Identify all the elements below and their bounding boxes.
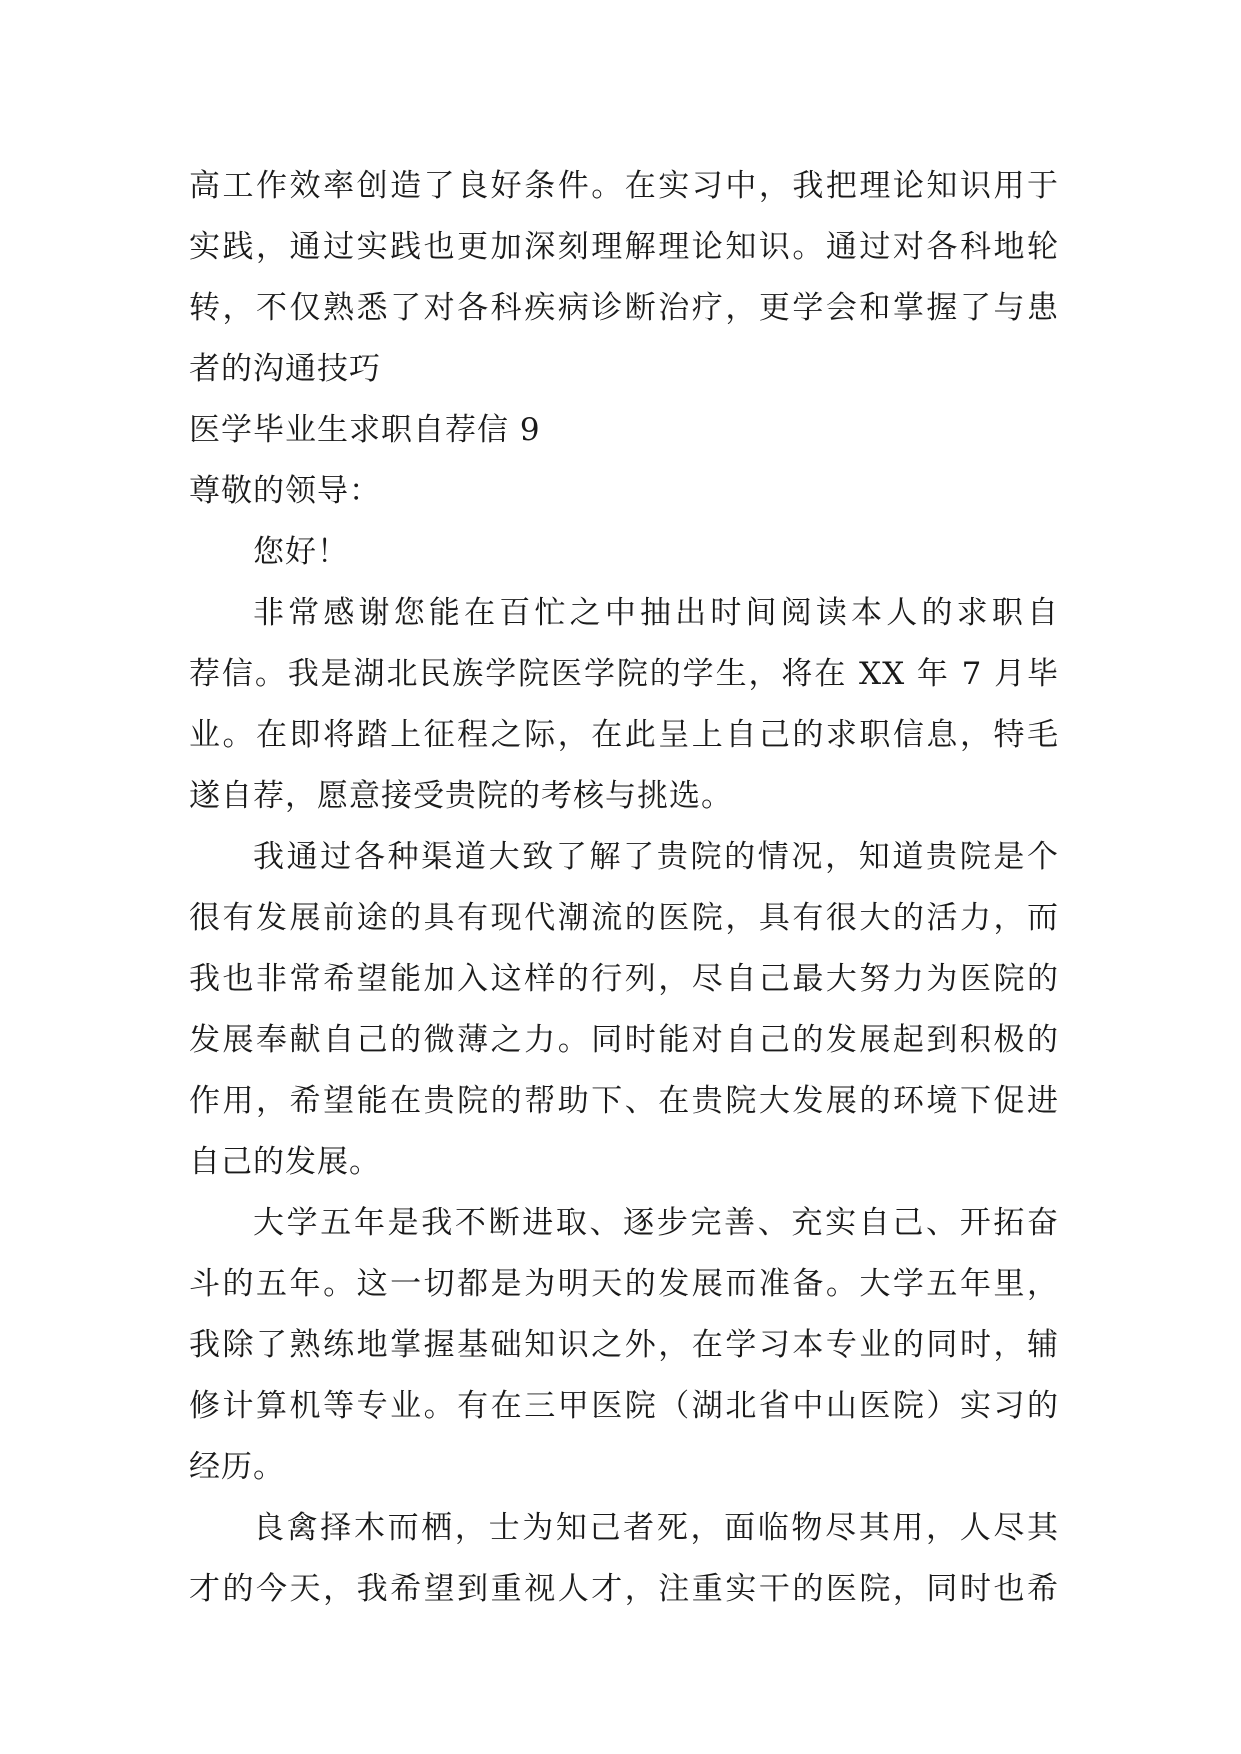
text-line: 作用，希望能在贵院的帮助下、在贵院大发展的环境下促进: [189, 1083, 1059, 1119]
text-line: 才的今天，我希望到重视人才，注重实干的医院，同时也希: [189, 1571, 1059, 1607]
text-line: 很有发展前途的具有现代潮流的医院，具有很大的活力，而: [189, 900, 1059, 936]
document-body: [189, 156, 1059, 1620]
text-line: 非常感谢您能在百忙之中抽出时间阅读本人的求职自: [253, 595, 1059, 631]
text-line: 遂自荐，愿意接受贵院的考核与挑选。: [189, 778, 733, 814]
text-line: 者的沟通技巧: [189, 351, 381, 387]
text-line: 斗的五年。这一切都是为明天的发展而准备。大学五年里，: [189, 1266, 1059, 1302]
text-line: 修计算机等专业。有在三甲医院（湖北省中山医院）实习的: [189, 1388, 1059, 1424]
text-line: 良禽择木而栖，士为知己者死，面临物尽其用，人尽其: [253, 1510, 1059, 1546]
text-line: 尊敬的领导：: [189, 473, 381, 509]
text-line: 荐信。我是湖北民族学院医学院的学生，将在 XX 年 7 月毕: [189, 656, 1059, 692]
text-line: 我通过各种渠道大致了解了贵院的情况，知道贵院是个: [253, 839, 1059, 875]
text-line: 发展奉献自己的微薄之力。同时能对自己的发展起到积极的: [189, 1022, 1059, 1058]
text-line: 您好！: [253, 534, 349, 570]
text-line: 我也非常希望能加入这样的行列，尽自己最大努力为医院的: [189, 961, 1059, 997]
text-line: 实践，通过实践也更加深刻理解理论知识。通过对各科地轮: [189, 229, 1059, 265]
text-line: 转，不仅熟悉了对各科疾病诊断治疗，更学会和掌握了与患: [189, 290, 1059, 326]
text-line: 大学五年是我不断进取、逐步完善、充实自己、开拓奋: [253, 1205, 1059, 1241]
text-line: 自己的发展。: [189, 1144, 381, 1180]
text-line: 医学毕业生求职自荐信 9: [189, 412, 541, 448]
text-line: 高工作效率创造了良好条件。在实习中，我把理论知识用于: [189, 168, 1059, 204]
text-line: 业。在即将踏上征程之际，在此呈上自己的求职信息，特毛: [189, 717, 1059, 753]
text-line: 经历。: [189, 1449, 285, 1485]
text-line: 我除了熟练地掌握基础知识之外，在学习本专业的同时，辅: [189, 1327, 1059, 1363]
